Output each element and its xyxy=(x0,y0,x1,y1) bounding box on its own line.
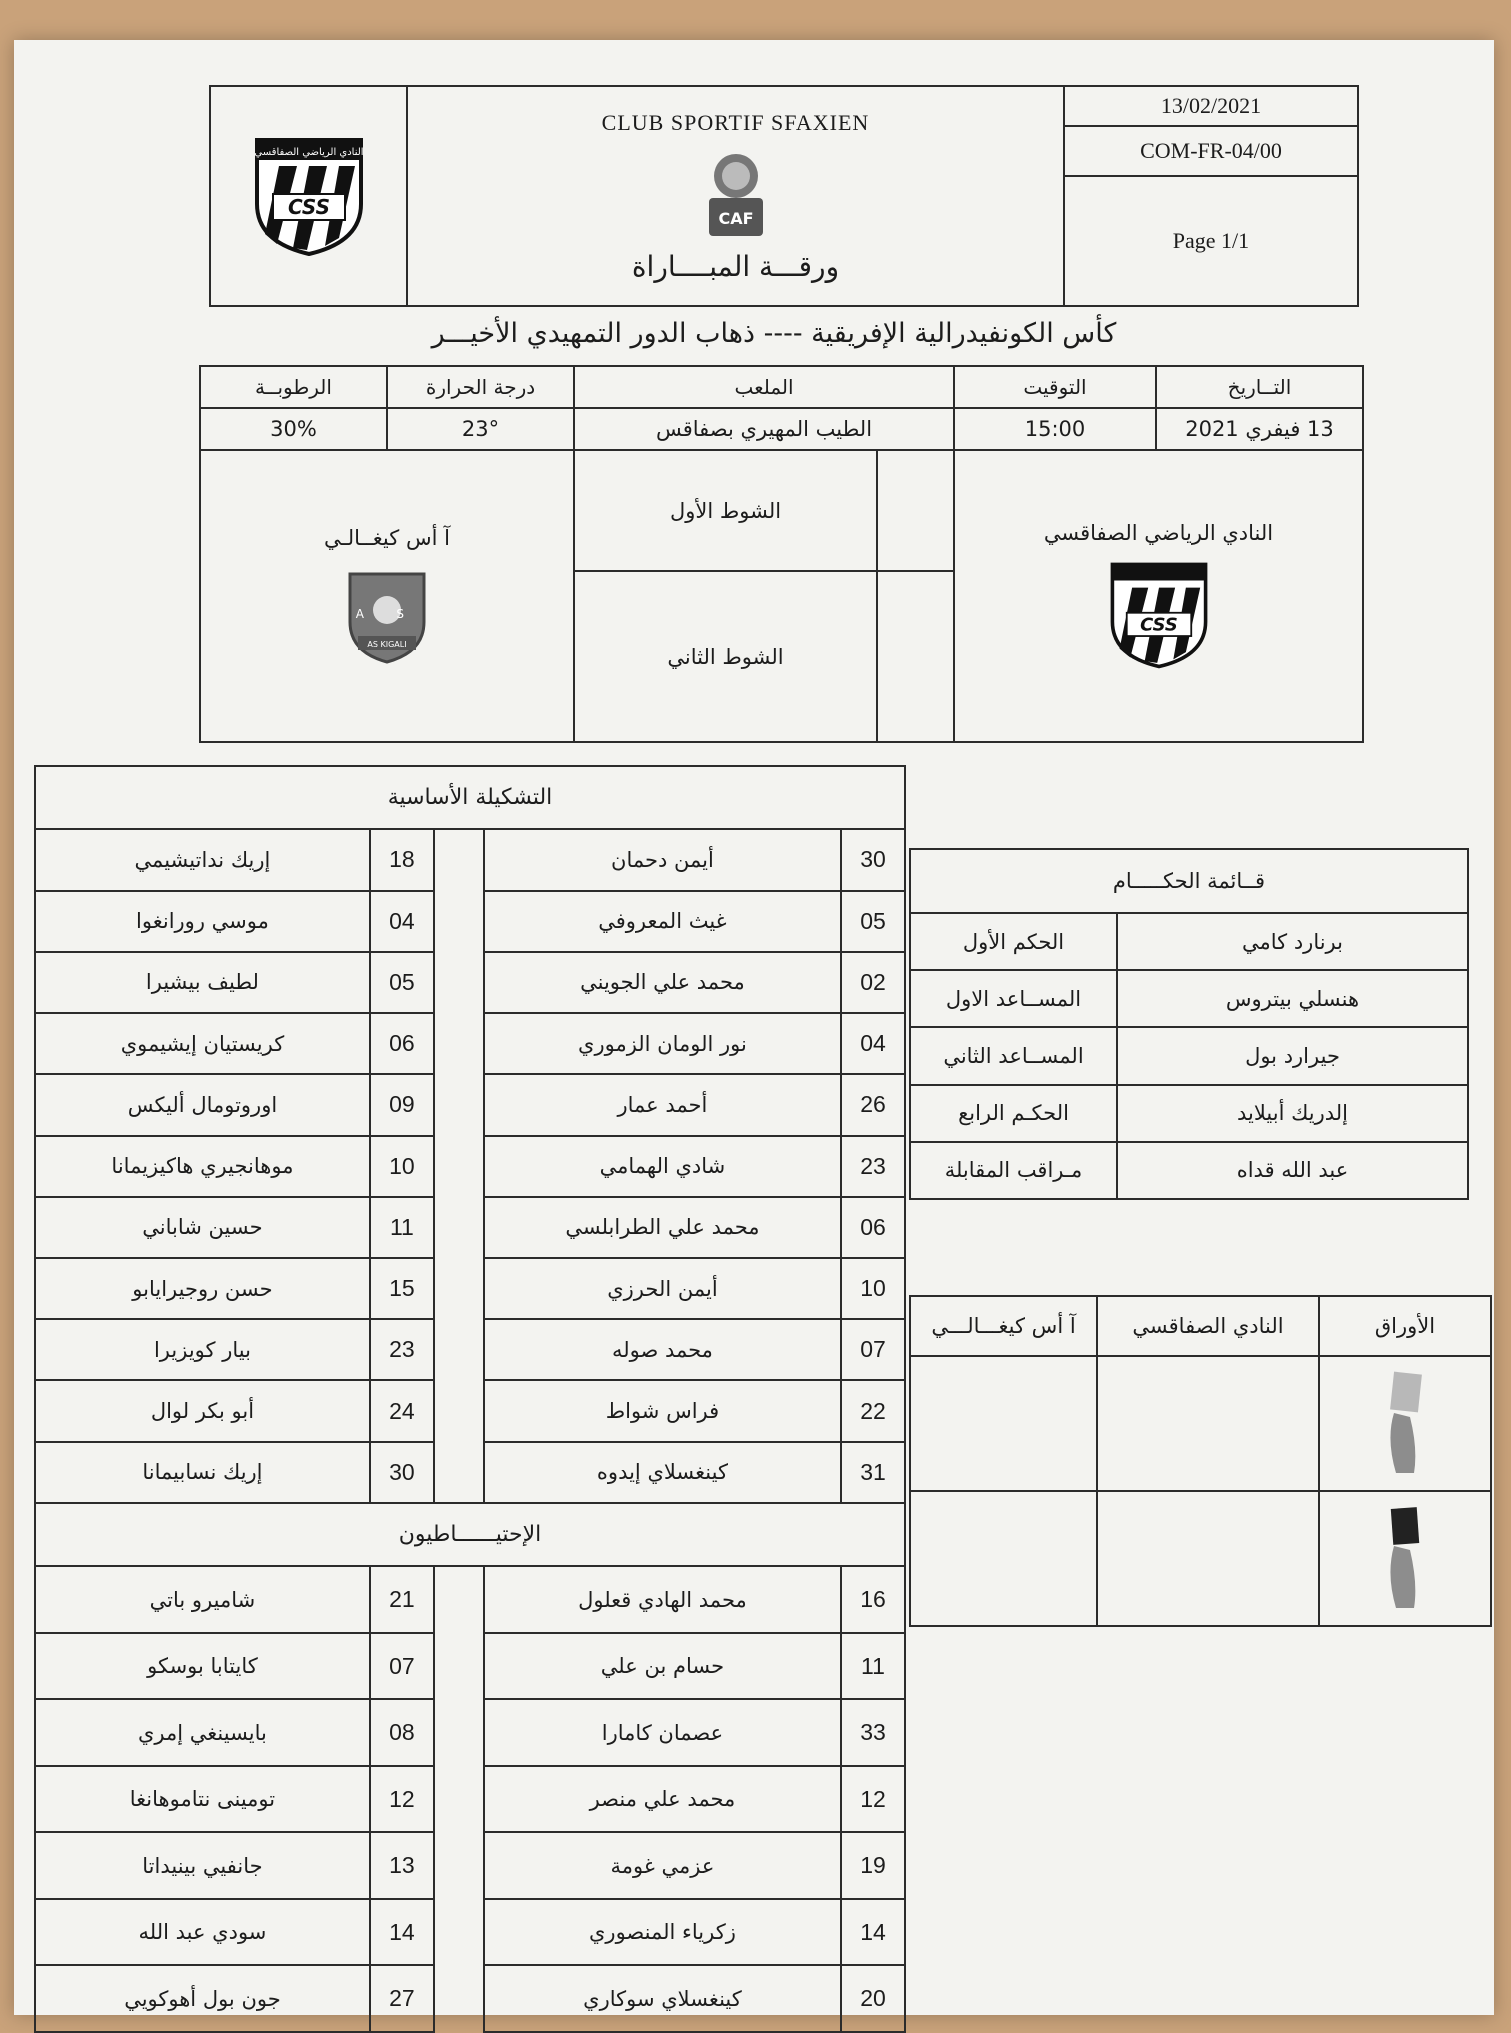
lineup-divider xyxy=(434,1074,484,1135)
css-logo-icon xyxy=(1104,559,1214,671)
home-player-number: 22 xyxy=(841,1380,905,1441)
header-table xyxy=(209,85,1359,307)
away-player-name: حسن روجيرايابو xyxy=(35,1258,370,1319)
away-player-number: 12 xyxy=(370,1766,434,1833)
lineup-divider xyxy=(434,1633,484,1700)
home-player-number: 19 xyxy=(841,1832,905,1899)
away-player-name: موهانجيري هاكيزيمانا xyxy=(35,1136,370,1197)
away-player-number: 30 xyxy=(370,1442,434,1503)
referee-row xyxy=(910,970,1468,1027)
home-player-number: 14 xyxy=(841,1899,905,1966)
subs-title: الإحتيــــــاطيون xyxy=(35,1503,905,1566)
lineup-row xyxy=(35,1633,905,1700)
home-player-number: 07 xyxy=(841,1319,905,1380)
home-player-number: 12 xyxy=(841,1766,905,1833)
away-player-name: شاميرو باتي xyxy=(35,1566,370,1633)
lineup-row xyxy=(35,1899,905,1966)
lineup-divider xyxy=(434,829,484,890)
lineup-row xyxy=(35,1442,905,1503)
home-player-name: حسام بن علي xyxy=(484,1633,841,1700)
header-center xyxy=(407,86,1064,306)
home-player-name: شادي الهمامي xyxy=(484,1136,841,1197)
home-player-name: محمد علي الجويني xyxy=(484,952,841,1013)
home-player-name: عزمي غومة xyxy=(484,1832,841,1899)
second-half-score-home xyxy=(877,571,954,742)
date-code: 13/02/2021 xyxy=(1064,86,1358,126)
temp-value: 23° xyxy=(387,408,574,450)
home-player-number: 26 xyxy=(841,1074,905,1135)
lineup-row xyxy=(35,1380,905,1441)
lineup-row xyxy=(35,891,905,952)
first-half-label: الشوط الأول xyxy=(574,450,877,571)
away-player-number: 23 xyxy=(370,1319,434,1380)
referee-role: المســاعد الثاني xyxy=(910,1027,1117,1084)
referee-row xyxy=(910,1142,1468,1199)
yellow-away-cell xyxy=(910,1356,1097,1491)
away-player-number: 10 xyxy=(370,1136,434,1197)
home-team-cell xyxy=(954,450,1363,742)
svg-text:AS KIGALI: AS KIGALI xyxy=(367,640,407,650)
lineup-divider xyxy=(434,891,484,952)
kigali-logo-icon xyxy=(342,566,432,666)
away-player-name: سودي عبد الله xyxy=(35,1899,370,1966)
lineup-row xyxy=(35,1965,905,2032)
lineup-row xyxy=(35,1766,905,1833)
humidity-value: 30% xyxy=(200,408,387,450)
away-player-number: 21 xyxy=(370,1566,434,1633)
lineup-row xyxy=(35,1197,905,1258)
away-player-number: 18 xyxy=(370,829,434,890)
away-team-cell xyxy=(200,450,574,742)
lineup-divider xyxy=(434,1013,484,1074)
lineup-row xyxy=(35,1074,905,1135)
referee-role: مـراقب المقابلة xyxy=(910,1142,1117,1199)
page-number: Page 1/1 xyxy=(1064,176,1358,306)
match-info-table xyxy=(199,365,1364,743)
home-team-name: النادي الرياضي الصفاقسي xyxy=(1043,521,1274,546)
away-player-number: 09 xyxy=(370,1074,434,1135)
date-label: التــاريخ xyxy=(1156,366,1363,408)
yellow-card-icon xyxy=(1380,1369,1430,1479)
away-player-number: 04 xyxy=(370,891,434,952)
lineup-divider xyxy=(434,1258,484,1319)
home-player-name: غيث المعروفي xyxy=(484,891,841,952)
cards-col-home: النادي الصفاقسي xyxy=(1097,1296,1319,1356)
svg-text:S: S xyxy=(396,607,404,622)
humidity-label: الرطوبــة xyxy=(200,366,387,408)
away-player-number: 14 xyxy=(370,1899,434,1966)
away-player-name: اوروتومال أليكس xyxy=(35,1074,370,1135)
red-card-icon xyxy=(1380,1504,1430,1614)
temp-label: درجة الحرارة xyxy=(387,366,574,408)
home-player-name: محمد علي الطرابلسي xyxy=(484,1197,841,1258)
away-player-name: كايتابا بوسكو xyxy=(35,1633,370,1700)
cards-table xyxy=(909,1295,1492,1627)
competition-title: كأس الكونفيدرالية الإفريقية ---- ذهاب الدور التمهيدي الأخيـــر xyxy=(431,318,1117,349)
home-player-name: أيمن دحمان xyxy=(484,829,841,890)
lineup-divider xyxy=(434,1899,484,1966)
home-player-number: 05 xyxy=(841,891,905,952)
home-player-number: 23 xyxy=(841,1136,905,1197)
away-player-number: 13 xyxy=(370,1832,434,1899)
away-player-number: 05 xyxy=(370,952,434,1013)
home-player-number: 02 xyxy=(841,952,905,1013)
date-value: 13 فيفري 2021 xyxy=(1156,408,1363,450)
svg-text:CSS: CSS xyxy=(1139,614,1178,636)
home-player-number: 30 xyxy=(841,829,905,890)
away-player-number: 06 xyxy=(370,1013,434,1074)
lineup-divider xyxy=(434,1965,484,2032)
referee-name: إلدريك أبيلايد xyxy=(1117,1085,1468,1142)
time-label: التوقيت xyxy=(954,366,1156,408)
home-player-number: 04 xyxy=(841,1013,905,1074)
home-player-name: محمد علي منصر xyxy=(484,1766,841,1833)
home-player-name: كينغسلاي إيدوه xyxy=(484,1442,841,1503)
referee-name: عبد الله قداه xyxy=(1117,1142,1468,1199)
lineup-divider xyxy=(434,1766,484,1833)
home-player-name: زكرياء المنصوري xyxy=(484,1899,841,1966)
home-player-name: أحمد عمار xyxy=(484,1074,841,1135)
referee-row xyxy=(910,913,1468,970)
home-player-name: محمد الهادي قعلول xyxy=(484,1566,841,1633)
home-player-number: 16 xyxy=(841,1566,905,1633)
referee-name: جيرارد بول xyxy=(1117,1027,1468,1084)
referee-role: المســاعد الاول xyxy=(910,970,1117,1027)
lineup-row xyxy=(35,1136,905,1197)
red-card-cell xyxy=(1319,1491,1491,1626)
lineup-divider xyxy=(434,1136,484,1197)
referee-row xyxy=(910,1085,1468,1142)
away-player-name: لطيف بيشيرا xyxy=(35,952,370,1013)
starters-header-row xyxy=(35,766,905,829)
referee-role: الحكم الأول xyxy=(910,913,1117,970)
red-home-cell xyxy=(1097,1491,1319,1626)
lineup-table xyxy=(34,765,906,2033)
lineup-row xyxy=(35,1013,905,1074)
away-team-name: آ أس كيغــالـي xyxy=(324,526,450,551)
home-player-number: 31 xyxy=(841,1442,905,1503)
cards-col-cards: الأوراق xyxy=(1319,1296,1491,1356)
away-player-number: 07 xyxy=(370,1633,434,1700)
home-player-name: فراس شواط xyxy=(484,1380,841,1441)
caf-logo-icon xyxy=(691,148,781,244)
svg-text:النادي الرياضي الصفاقسي: النادي الرياضي الصفاقسي xyxy=(253,146,364,158)
away-player-number: 08 xyxy=(370,1699,434,1766)
yellow-home-cell xyxy=(1097,1356,1319,1491)
lineup-row xyxy=(35,829,905,890)
home-player-number: 11 xyxy=(841,1633,905,1700)
home-player-number: 06 xyxy=(841,1197,905,1258)
referees-table xyxy=(909,848,1469,1200)
home-player-name: عصمان كامارا xyxy=(484,1699,841,1766)
lineup-divider xyxy=(434,1380,484,1441)
subs-header-row xyxy=(35,1503,905,1566)
css-logo-cell xyxy=(210,86,407,306)
svg-text:A: A xyxy=(355,607,364,622)
sheet-title: ورقـــة المبــــاراة xyxy=(631,249,840,283)
lineup-row xyxy=(35,1319,905,1380)
home-player-name: أيمن الحرزي xyxy=(484,1258,841,1319)
lineup-divider xyxy=(434,1319,484,1380)
away-player-name: جون بول أهوكويي xyxy=(35,1965,370,2032)
referees-title-row xyxy=(910,849,1468,913)
lineup-divider xyxy=(434,1832,484,1899)
referee-row xyxy=(910,1027,1468,1084)
red-away-cell xyxy=(910,1491,1097,1626)
match-sheet xyxy=(14,40,1494,2015)
lineup-divider xyxy=(434,1442,484,1503)
away-player-name: بايسينغي إمري xyxy=(35,1699,370,1766)
home-player-name: محمد صوله xyxy=(484,1319,841,1380)
club-name: CLUB SPORTIF SFAXIEN xyxy=(601,109,870,135)
stadium-value: الطيب المهيري بصفاقس xyxy=(574,408,954,450)
home-player-number: 10 xyxy=(841,1258,905,1319)
lineup-row xyxy=(35,1566,905,1633)
lineup-divider xyxy=(434,1699,484,1766)
lineup-row xyxy=(35,1699,905,1766)
lineup-divider xyxy=(434,952,484,1013)
starters-title: التشكيلة الأساسية xyxy=(35,766,905,829)
away-player-name: تومينى نتاموهانغا xyxy=(35,1766,370,1833)
lineup-row xyxy=(35,952,905,1013)
css-logo-icon xyxy=(249,134,369,259)
lineup-row xyxy=(35,1832,905,1899)
lineup-row xyxy=(35,1258,905,1319)
second-half-label: الشوط الثاني xyxy=(574,571,877,742)
away-player-name: موسي رورانغوا xyxy=(35,891,370,952)
home-player-name: كينغسلاي سوكاري xyxy=(484,1965,841,2032)
cards-col-away: آ أس كيغـــالـــي xyxy=(910,1296,1097,1356)
referee-name: برنارد كامي xyxy=(1117,913,1468,970)
referee-name: هنسلي بيتروس xyxy=(1117,970,1468,1027)
home-player-number: 20 xyxy=(841,1965,905,2032)
lineup-divider xyxy=(434,1197,484,1258)
yellow-card-cell xyxy=(1319,1356,1491,1491)
time-value: 15:00 xyxy=(954,408,1156,450)
lineup-divider xyxy=(434,1566,484,1633)
referees-title: قــائمة الحكـــــام xyxy=(910,849,1468,913)
svg-text:CSS: CSS xyxy=(287,194,330,219)
away-player-number: 27 xyxy=(370,1965,434,2032)
referee-role: الحكـم الرابع xyxy=(910,1085,1117,1142)
first-half-score-home xyxy=(877,450,954,571)
away-player-name: جانفيي بينيداتا xyxy=(35,1832,370,1899)
home-player-name: نور الومان الزموري xyxy=(484,1013,841,1074)
away-player-number: 24 xyxy=(370,1380,434,1441)
svg-text:CAF: CAF xyxy=(717,208,754,228)
away-player-name: إريك نداتيشيمي xyxy=(35,829,370,890)
away-player-name: أبو بكر لوال xyxy=(35,1380,370,1441)
away-player-name: إريك نسابيمانا xyxy=(35,1442,370,1503)
doc-code: COM-FR-04/00 xyxy=(1064,126,1358,176)
away-player-name: كريستيان إيشيموي xyxy=(35,1013,370,1074)
away-player-number: 11 xyxy=(370,1197,434,1258)
home-player-number: 33 xyxy=(841,1699,905,1766)
away-player-name: حسين شاباني xyxy=(35,1197,370,1258)
away-player-name: بيار كويزيرا xyxy=(35,1319,370,1380)
away-player-number: 15 xyxy=(370,1258,434,1319)
stadium-label: الملعب xyxy=(574,366,954,408)
